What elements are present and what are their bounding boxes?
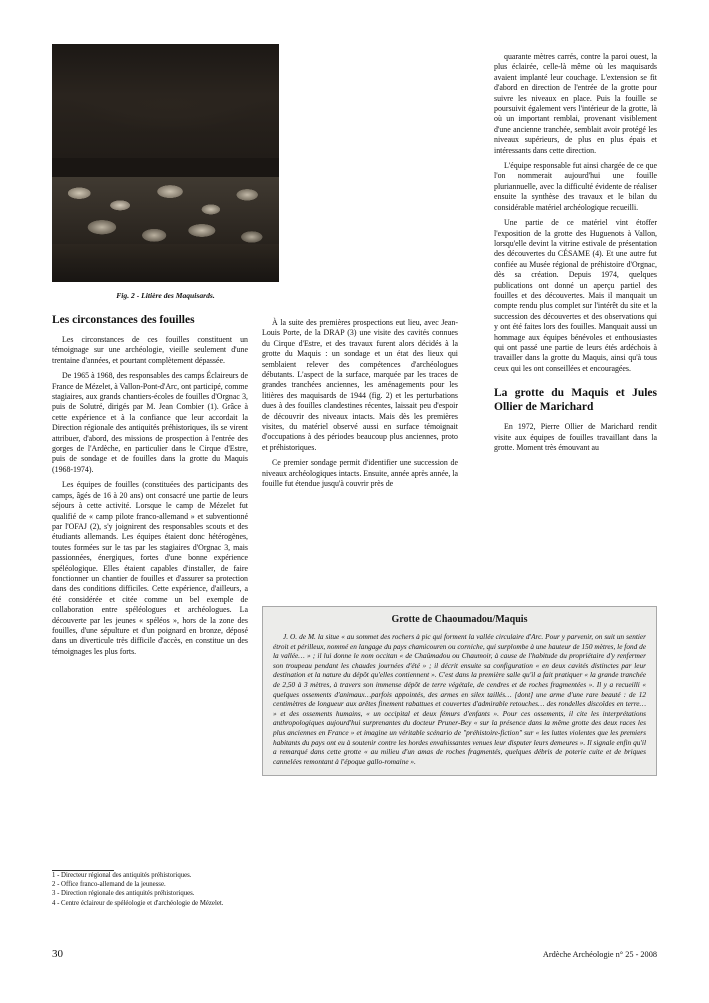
- paragraph: De 1965 à 1968, des responsables des camps Éclaireurs de France de Mézelet, à Vallon-Pont-d'Arc, ont participé, comme stagiaires, aux grands chantiers-écoles de fouilles d'Orgnac 3, puis de Solutré, dirigés par M. Jean Combier (1). Grâce à cette expérience et à la confiance que leur accordait la Direction régionale des antiquités préhistoriques, ils se virent attribuer, d'abord, des missions de prospection à l'entrée des gorges de l'Ardèche, en particulier dans le Cirque d'Estre, puis de sondage et de fouilles dans la grotte du Maquis (1968-1974).: [52, 371, 248, 474]
- column-two: [262, 318, 458, 490]
- photo-floor: [52, 244, 279, 282]
- paragraph: Les circonstances de ces fouilles constituent un témoignage sur une archéologie, vieille seulement d'une trentaine d'années, et pourtant complètement dépassée.: [52, 335, 248, 365]
- photo-ceiling: [52, 44, 279, 158]
- footnotes: [52, 870, 292, 908]
- paragraph: Les équipes de fouilles (constituées des participants des camps, âgés de 16 à 20 ans) ont consacré une partie de leurs séjours à cette activité. Lorsque le camp de Mézelet fut qualifié de « camp pilote franco-allemand » et subventionné par l'OFAJ (2), s'y joignirent des responsables scouts et des étudiants allemands. Les équipes étaient donc hétérogènes, toutes formées sur le tas par les stagiaires d'Orgnac 3, mais passionnées, énergiques, fortes d'une bonne expérience spéléologique. Elles étaient capables d'installer, de faire fonctionner un chantier de fouilles et d'assurer sa protection dans des conditions difficiles. Cette expérience, d'ailleurs, a été considérée et citée comme un bel exemple de collaboration entre spéléologues et archéologues. La découverte par les jeunes « spéléos », hors de la zone des fouilles, d'une sépulture et d'un poignard en bronze, déposé dans un diverticule très difficile d'accès, en constitue un des témoignages les plus forts.: [52, 480, 248, 656]
- column-one: [52, 313, 248, 657]
- paragraph: quarante mètres carrés, contre la paroi ouest, la plus éclairée, celle-là même où les maquisards avaient implanté leur couchage. L'extension se fit d'abord en direction de l'entrée de la grotte pour suivre les niveaux en place. Puis la fouille se poursuivit également vers l'intérieur de la grotte, là où un important remblai, provenant visiblement d'une ancienne tranchée, semblait avoir protégé les niveaux supérieurs, de plus en plus épais et intéressants dans cette direction.: [494, 52, 657, 155]
- column-three: [494, 52, 657, 453]
- footnote-item: 4 - Centre éclaireur de spéléologie et d'archéologie de Mézelet.: [52, 899, 224, 907]
- footnote-item: 2 - Office franco-allemand de la jeunesse.: [52, 881, 166, 889]
- section-title-grotte-maquis: La grotte du Maquis et Jules Ollier de Marichard: [494, 387, 657, 414]
- sidebar-box-chaoumadou: [262, 606, 657, 776]
- box-text: J. O. de M. la situe « au sommet des rochers à pic qui forment la vallée circulaire d'Arc. Pour y parvenir, on suit un sentier étroit et périlleux, nommé en langage du pays chamicouren ou corniche, qui surplombe à une hauteur de 150 mètres, le fond de la vallée… » ; il lui donne le nom occitan « de Chaümadou ou Chaumoir, à cause de l'habitude du propriétaire d'y renfermer son troupeau pendant les chaudes journées d'été » ; il décrit ensuite sa configuration « en deux cavités distinctes par leur destination et la nature du dépôt qu'elles contiennent ». C'est dans la première salle qu'il a fait pratiquer « la grande tranchée de 2,50 à 3 mètres, à travers son immense dépôt de terre végétale, de cendres et de roches fragmentées ». Il y a recueilli « quelques ossements d'animaux…parfois appointés, des armes en silex taillés… [dont] une arme d'une rare beauté : de 12 centimètres de longueur aux arêtes finement rabattues et couvertes d'admirable retouches… des rondelles discoïdes en terre… » et des ossements humains, « un occipital et deux fémurs d'enfants ». Pour ces ossements, il cite les interprétations anthropologiques aujourd'hui surprenantes du docteur Pruner-Bey « sur la présence dans la même grotte des deux races les plus anciennes en France » et imagine un véritable scénario de "préhistoire-fiction" sur « les luttes violentes que les premiers habitants du pays ont eu à soutenir contre les hordes envahissantes venues leur disputer leurs demeures ». Il signale enfin qu'il a remarqué dans cette grotte « au milieu d'un amas de roches fragmentés, quelques débris de poterie cuite et de briques cannelées remontant à l'époque gallo-romaine ».: [273, 632, 646, 766]
- box-title: Grotte de Chaoumadou/Maquis: [391, 614, 528, 625]
- page-number: 30: [52, 948, 63, 960]
- paragraph: Une partie de ce matériel vint étoffer l'exposition de la grotte des Huguenots à Vallon, lorsqu'elle devint la vitrine estivale de présentation des découvertes du CÉSAME (4). Et une autre fut confiée au Musée régional de préhistoire d'Orgnac, dès sa création. Depuis 1974, quelques publications ont donné un aperçu partiel des fouilles et des découvertes. Mais il manquait un compte rendu plus complet sur l'intérêt du site et la succession des découvertes et des observations qui y ont été faites lors des fouilles. Manquait aussi un hommage aux équipes bénévoles et enthousiastes qui ont passé une partie de leurs étés ardéchois à travailler dans la grotte du Maquis, ainsi qu'à tous ceux qui les ont conseillées et encouragées.: [494, 218, 657, 373]
- cave-photograph: [52, 44, 279, 282]
- figure-maquisards: [52, 44, 279, 300]
- paragraph: L'équipe responsable fut ainsi chargée de ce que l'on nommerait aujourd'hui une fouille pluriannuelle, avec la difficulté évidente de réaliser ensuite la synthèse des travaux et le bilan du considérable matériel archéologique recueilli.: [494, 161, 657, 212]
- footnote-item: 1 - Directeur régional des antiquités préhistoriques.: [52, 872, 192, 879]
- paragraph: En 1972, Pierre Ollier de Marichard rendit visite aux équipes de fouilles travaillant dans la grotte. Moment très émouvant au: [494, 422, 657, 452]
- footnote-item: 3 - Direction régionale des antiquités préhistoriques.: [52, 890, 195, 898]
- section-title-circonstances: Les circonstances des fouilles: [52, 314, 195, 326]
- figure-caption: Fig. 2 - Litière des Maquisards.: [116, 291, 215, 300]
- publication-reference: Ardèche Archéologie n° 25 - 2008: [542, 950, 657, 959]
- paragraph: À la suite des premières prospections eut lieu, avec Jean-Louis Porte, de la DRAP (3) une visite des cavités connues du Cirque d'Estre, et des travaux furent alors décidés à la grotte du Maquis : un sondage et un état des lieux qui semblaient relever des compétences d'archéologues débutants. L'aspect de la surface, marquée par les traces de grandes tranchées anciennes, les aménagements pour les litières des maquisards de 1944 (fig. 2) et les perturbations dues à des fouilles clandestines récentes, laissait peu d'espoir de découvrir des niveaux intacts. Mais dès les premières visites, du matériel observé aussi en surface témoignait d'occupations à des périodes beaucoup plus anciennes, proto et préhistoriques.: [262, 318, 458, 452]
- paragraph: Ce premier sondage permit d'identifier une succession de niveaux archéologiques intacts. Ensuite, année après année, la fouille fut étendue jusqu'à couvrir près de: [262, 458, 458, 489]
